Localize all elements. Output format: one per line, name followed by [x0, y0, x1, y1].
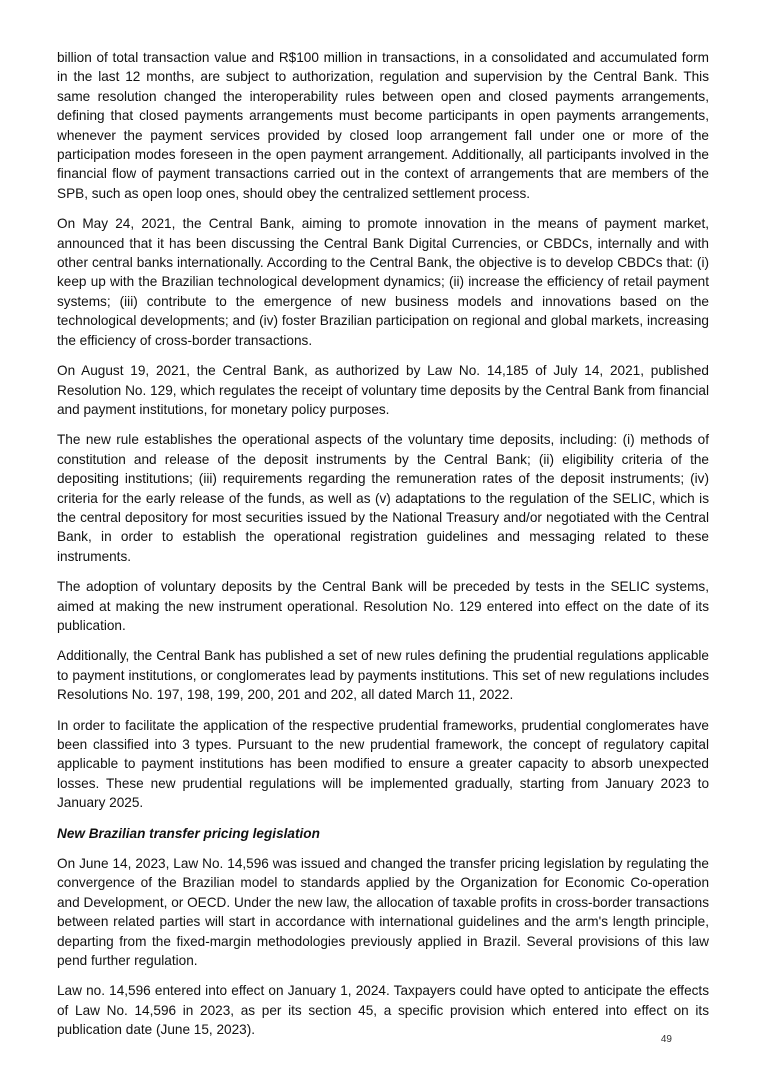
paragraph: Law no. 14,596 entered into effect on January 1, 2024. Taxpayers could have opted to anticipate the effects of Law No. 14,596 in 2023, as per its section 45, a specific provision which entered into effect on its publication date (June 15, 2023).: [57, 983, 709, 1038]
paragraph: On August 19, 2021, the Central Bank, as authorized by Law No. 14,185 of July 14, 2021, published Resolution No. 129, which regulates the receipt of voluntary time deposits by the Central Bank from financial and payment institutions, for monetary policy purposes.: [57, 363, 709, 417]
paragraph: The new rule establishes the operational aspects of the voluntary time deposits, including: (i) methods of constitution and release of the deposit instruments by the Central Bank; (ii) eligibility criteria of the depositing institutions; (iii) requirements regarding the remuneration rates of the deposit instruments; (iv) criteria for the early release of the funds, as well as (v) adaptations to the regulation of the SELIC, which is the central depository for most securities issued by the National Treasury and/or negotiated with the Central Bank, in order to establish the operational registration guidelines and messaging related to these instruments.: [57, 432, 709, 564]
document-body: [57, 48, 709, 1051]
paragraph: The adoption of voluntary deposits by the Central Bank will be preceded by tests in the SELIC systems, aimed at making the new instrument operational. Resolution No. 129 entered into effect on the date of its publication.: [57, 579, 709, 633]
paragraph: billion of total transaction value and R$100 million in transactions, in a consolidated and accumulated form in the last 12 months, are subject to authorization, regulation and supervision by the Central Bank. This same resolution changed the interoperability rules between open and closed payments arrangements, defining that closed payments arrangements must become participants in open payments arrangements, whenever the payment services provided by closed loop arrangement fall under one or more of the participation modes foreseen in the open payment arrangement. Additionally, all participants involved in the financial flow of payment transactions carried out in the context of arrangements that are members of the SPB, such as open loop ones, should obey the centralized settlement process.: [57, 50, 709, 201]
paragraph: On June 14, 2023, Law No. 14,596 was issued and changed the transfer pricing legislation by regulating the convergence of the Brazilian model to standards applied by the Organization for Economic Co-operation and Development, or OECD. Under the new law, the allocation of taxable profits in cross-border transactions between related parties will start in accordance with international guidelines and the arm's length principle, departing from the fixed-margin methodologies previously applied in Brazil. Several provisions of this law pend further regulation.: [57, 856, 709, 969]
paragraph: On May 24, 2021, the Central Bank, aiming to promote innovation in the means of payment market, announced that it has been discussing the Central Bank Digital Currencies, or CBDCs, internally and with other central banks internationally. According to the Central Bank, the objective is to develop CBDCs that: (i) keep up with the Brazilian technological development dynamics; (ii) increase the efficiency of retail payment systems; (iii) contribute to the emergence of new business models and innovations based on the technological developments; and (iv) foster Brazilian participation on regional and global markets, increasing the efficiency of cross-border transactions.: [57, 216, 709, 348]
paragraph: In order to facilitate the application of the respective prudential frameworks, prudential conglomerates have been classified into 3 types. Pursuant to the new prudential framework, the concept of regulatory capital applicable to payment institutions has been modified to ensure a greater capacity to absorb unexpected losses. These new prudential regulations will be implemented gradually, starting from January 2023 to January 2025.: [57, 717, 709, 811]
paragraph: Additionally, the Central Bank has published a set of new rules defining the prudential regulations applicable to payment institutions, or conglomerates lead by payments institutions. This set of new regulations includes Resolutions No. 197, 198, 199, 200, 201 and 202, all dated March 11, 2022.: [57, 648, 709, 703]
section-heading: New Brazilian transfer pricing legislation: [57, 825, 320, 841]
page-number: 49: [660, 1034, 672, 1045]
